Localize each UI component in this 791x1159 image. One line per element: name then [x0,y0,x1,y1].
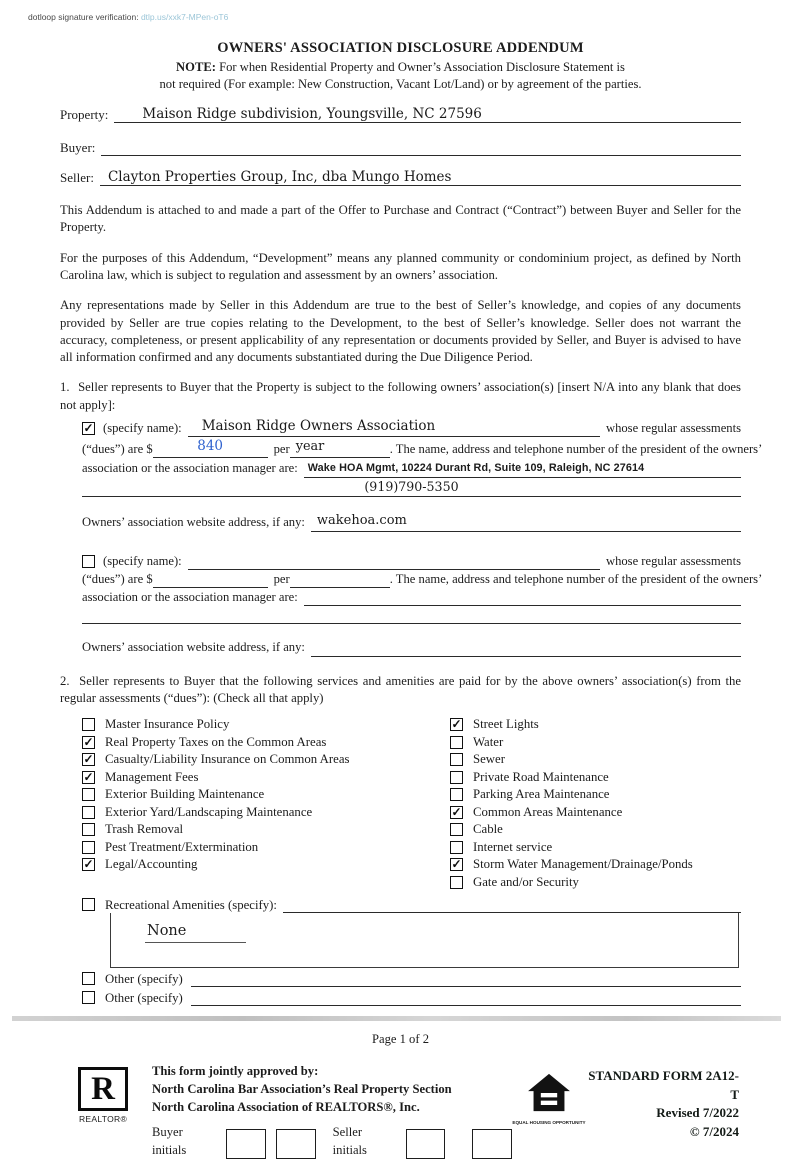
checklist-item [450,840,741,855]
association1-phone-field[interactable] [82,478,741,497]
dues-label: (“dues”) are $ [82,441,153,456]
checkbox-legal-accounting[interactable]: ✓ [83,857,94,872]
checklist-item-label: Water [473,734,504,749]
form-note [60,59,741,92]
intro-paragraph-3: Any representations made by Seller in this Addendum are true to the best of Seller’s knowledge, and copies of any documents provided by Seller are true copies relating to the Development, to the best of Seller’s knowledge. Seller does not warrant the accuracy, completeness, or present applicability of any representation or documents provided by Seller, and Buyer is advised to have all information confirmed and any documents substantiated during the Due Diligence Period. [60,298,741,365]
buyer-label: Buyer: [60,140,96,156]
buyer-initials-box-2[interactable] [276,1129,316,1159]
checklist-item [82,752,450,767]
association2-name-field[interactable] [188,553,600,570]
recreational-amenities-label: Recreational Amenities (specify): [105,898,277,913]
checkbox-other-2[interactable] [82,991,95,1004]
checklist-item-label: Private Road Maintenance [473,769,609,784]
checkbox-exterior-yard[interactable] [82,806,95,819]
association2-manager-field[interactable] [304,589,741,606]
checkbox-pest-treatment[interactable] [82,841,95,854]
checklist-item [450,770,741,785]
checklist-item [82,735,450,750]
checklist-item [82,717,450,732]
checklist-left-column [82,717,450,892]
checklist-item [450,875,741,890]
checklist-item-label: Exterior Yard/Landscaping Maintenance [105,804,313,819]
approved-line-1: This form jointly approved by: [152,1064,319,1079]
seller-initials-label: Seller initials [332,1125,367,1157]
per-label: per [273,441,290,456]
checklist-item-label: Real Property Taxes on the Common Areas [105,734,327,749]
checklist-item-label: Casualty/Liability Insurance on Common Areas [105,752,350,767]
approved-line-3: North Carolina Association of REALTORS®, Inc. [152,1099,420,1114]
association-block-1 [82,417,763,532]
checkbox-other-1[interactable] [82,972,95,985]
checklist-item [82,787,450,802]
section1-text: Seller represents to Buyer that the Property is subject to the following owners’ association(s) [insert N/A into any blank that does not apply]: [60,380,741,412]
intro-paragraph-1: This Addendum is attached to and made a part of the Offer to Purchase and Contract (“Contract”) between Buyer and Seller for the Property. [60,203,741,235]
buyer-initials-label: Buyer initials [152,1125,187,1157]
association1-website-value: wakehoa.com [316,512,407,528]
form-title: OWNERS' ASSOCIATION DISCLOSURE ADDENDUM [217,40,584,56]
checklist-item [450,787,741,802]
checkbox-water[interactable] [450,736,463,749]
realtor-logo-text: REALTOR® [78,1114,128,1125]
equal-housing-text: EQUAL HOUSING OPPORTUNITY [512,1120,586,1126]
property-label: Property: [60,107,109,123]
association2-checkbox[interactable] [82,555,95,568]
checkbox-recreational-amenities[interactable] [82,898,95,911]
checkbox-sewer[interactable] [450,753,463,766]
checkbox-gate-security[interactable] [450,876,463,889]
checkbox-cable[interactable] [450,823,463,836]
association2-manager-field-line2[interactable] [82,607,741,624]
form-revised: Revised 7/2022 [656,1105,739,1121]
note-prefix: NOTE: [176,60,216,74]
realtor-logo-icon [78,1067,128,1111]
checkbox-trash-removal[interactable] [82,823,95,836]
seller-initials-box-2[interactable] [472,1129,512,1159]
checklist-item-label: Pest Treatment/Extermination [105,839,259,854]
checklist-item-label: Street Lights [473,717,539,732]
checklist-item-label: Common Areas Maintenance [473,804,623,819]
intro-paragraph-2: For the purposes of this Addendum, “Development” means any planned community or condominium project, as defined by North Carolina law, which is subject to regulation and assessment by an owners’ association. [60,250,741,283]
checklist-item-label: Cable [473,822,503,837]
checkbox-storm-water[interactable]: ✓ [451,857,462,872]
scan-artifact-strip [12,1016,781,1021]
specify-name-label: (specify name): [103,421,182,436]
checklist-item [450,717,741,732]
buyer-field[interactable] [101,139,741,156]
checkbox-master-insurance[interactable] [82,718,95,731]
equal-housing-logo [512,1073,586,1159]
whose-assessments-label-2: whose regular assessments [605,553,741,568]
checklist-item [82,770,450,785]
other2-field[interactable] [191,989,741,1006]
association1-name-value: Maison Ridge Owners Association [201,417,436,434]
manager-label-2: association or the association manager are: [82,590,298,605]
checklist-item [450,805,741,820]
seller-initials-box-1[interactable] [406,1129,446,1159]
checkbox-property-taxes[interactable]: ✓ [83,734,94,749]
approved-line-2: North Carolina Bar Association’s Real Property Section [152,1081,452,1096]
page-number: Page 1 of 2 [371,1032,429,1047]
checklist-item-label: Management Fees [105,769,199,784]
per-label-2: per [273,571,290,586]
checklist-item-label: Parking Area Maintenance [473,787,610,802]
note-line1: For when Residential Property and Owner’s Association Disclosure Statement is [219,60,625,74]
section1-text-wrap [60,379,741,414]
property-field[interactable] [114,106,741,123]
recreational-amenities-line[interactable] [283,896,741,913]
seller-value: Clayton Properties Group, Inc, dba Mungo Homes [107,169,452,186]
association1-manager-field[interactable] [304,458,741,478]
association-block-2 [82,552,763,657]
other1-field[interactable] [191,970,741,987]
association2-period-field[interactable] [290,571,390,588]
president-label-2: . The name, address and telephone number of the president of the owners’ [389,571,763,586]
website-label: Owners’ association website address, if any: [82,515,305,530]
checklist-item-label: Legal/Accounting [105,857,198,872]
manager-label: association or the association manager are: [82,461,298,476]
realtor-logo [68,1067,138,1159]
form-id-block [586,1067,741,1159]
form-copyright: © 7/2024 [689,1123,739,1139]
checklist-item [450,857,741,872]
form-footer [68,1063,741,1159]
property-value: Maison Ridge subdivision, Youngsville, NC 27596 [142,106,482,123]
standard-form-name: STANDARD FORM 2A12-T [588,1068,739,1102]
checklist-item [82,822,450,837]
association2-dues-field[interactable] [153,571,268,588]
approval-block [152,1063,512,1159]
checkbox-exterior-building[interactable] [82,788,95,801]
recreational-amenities-value: None [145,923,246,943]
association2-website-field[interactable] [311,640,741,657]
checklist-item-label: Sewer [473,752,505,767]
association1-phone-value: (919)790-5350 [364,478,459,494]
seller-field[interactable] [100,169,741,186]
verification-label: dotloop signature verification: [28,12,139,22]
verification-link[interactable]: dtlp.us/xxk7-MPen-oT6 [140,12,229,22]
website-label-2: Owners’ association website address, if any: [82,640,305,655]
seller-label: Seller: [60,170,94,186]
whose-assessments-label: whose regular assessments [605,421,741,436]
checklist-item [450,735,741,750]
section2-text-wrap [60,673,741,708]
section2-text: Seller represents to Buyer that the following services and amenities are paid for by the above owners’ association(s) from the regular assessments (“dues”): (Check all that apply) [60,673,741,705]
association1-period-field[interactable] [290,437,390,458]
checkbox-common-areas[interactable]: ✓ [451,804,462,819]
checklist-item-label: Trash Removal [105,822,184,837]
checkbox-parking-area[interactable] [450,788,463,801]
association1-name-field[interactable] [188,417,600,438]
dues-label-2: (“dues”) are $ [82,571,153,586]
equal-housing-icon [527,1073,571,1113]
checklist-item [450,822,741,837]
checkbox-management-fees[interactable]: ✓ [83,769,94,784]
association1-manager-value: Wake HOA Mgmt, 10224 Durant Rd, Suite 109, Raleigh, NC 27614 [307,462,645,474]
checklist-item-label: Exterior Building Maintenance [105,787,265,802]
section1-number: 1. [60,380,70,395]
checklist-right-column [450,717,741,892]
association1-dues-value: 840 [197,438,224,455]
checklist-item [450,752,741,767]
realtor-logo-letter: R [91,1070,115,1107]
checkbox-internet[interactable] [450,841,463,854]
checkbox-casualty-insurance[interactable]: ✓ [83,752,94,767]
checklist-item-label: Storm Water Management/Drainage/Ponds [473,857,693,872]
checklist-item-label: Master Insurance Policy [105,717,230,732]
services-checklist [82,717,741,892]
initials-row [152,1124,512,1159]
association1-checkbox[interactable]: ✓ [83,421,94,436]
checklist-item [82,805,450,820]
president-label: . The name, address and telephone number of the president of the owners’ [389,441,763,456]
buyer-initials-box-1[interactable] [226,1129,266,1159]
checklist-item-label: Gate and/or Security [473,874,579,889]
checklist-item-label: Internet service [473,839,553,854]
other2-label: Other (specify) [105,991,183,1006]
other1-label: Other (specify) [105,972,183,987]
note-line2: not required (For example: New Construction, Vacant Lot/Land) or by agreement of the parties. [159,76,642,91]
checkbox-private-road[interactable] [450,771,463,784]
specify-name-label-2: (specify name): [103,553,182,568]
recreational-amenities-box[interactable] [110,913,739,968]
checklist-item [82,840,450,855]
association1-period-value: year [295,439,325,455]
checklist-item [82,857,450,872]
association1-website-field[interactable] [311,511,741,532]
association1-dues-field[interactable] [153,437,268,458]
section2-number: 2. [60,673,70,688]
checkbox-street-lights[interactable]: ✓ [451,717,462,732]
